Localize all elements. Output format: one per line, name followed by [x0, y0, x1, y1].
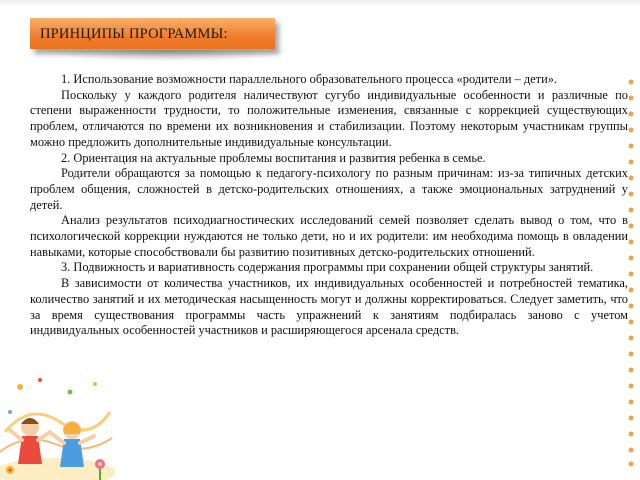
content-body: [30, 72, 628, 339]
paragraph: Поскольку у каждого родителя наличествуют сугубо индивидуальные особенности и различные по степени выраженности трудности, то положительные изменения, связанные с коррекцией существующих проблем, отличаются по времени их возникновения и стабилизации. Поэтому некоторым участникам группы можно предложить дополнительные индивидуальные консультации.: [30, 87, 628, 149]
paragraph-principle-1: 1. Использование возможности параллельного образовательного процесса «родители – дети».: [61, 72, 558, 86]
top-band: [0, 0, 640, 6]
paragraph: Родители обращаются за помощью к педагогу-психологу по разным причинам: из-за типичных детских проблем общения, сложностей в детско-родительских отношениях, а также эмоциональных затруднений у детей.: [30, 166, 628, 212]
paragraph-principle-3: 3. Подвижность и вариативность содержания программы при сохранении общей структуры занятий.: [61, 260, 594, 275]
paragraph: В зависимости от количества участников, их индивидуальных особенностей и потребностей тематика, количество занятий и их методическая насыщенность могут и должны корректироваться. Следует заметить, что за время существования программы часть упражнений к занятиям подбиралась заново с учетом индивидуальных особенностей участников и расширяющегося арсенала средств.: [30, 276, 628, 338]
decorative-dots: [627, 78, 635, 468]
paragraph-principle-2: 2. Ориентация на актуальные проблемы воспитания и развития ребенка в семье.: [61, 150, 486, 165]
title-shadow: [40, 50, 295, 62]
paragraph: Анализ результатов психодиагностических исследований семей позволяет сделать вывод о том, что в психологической коррекции нуждаются не только дети, но и их родители: им необходима помощь в овладении навыками, которые способствовали бы развитию позитивных детско-родительских отношений.: [30, 213, 628, 259]
title-plate: [30, 18, 275, 49]
children-playing-illustration: [0, 372, 115, 480]
page-title: ПРИНЦИПЫ ПРОГРАММЫ:: [40, 26, 228, 42]
